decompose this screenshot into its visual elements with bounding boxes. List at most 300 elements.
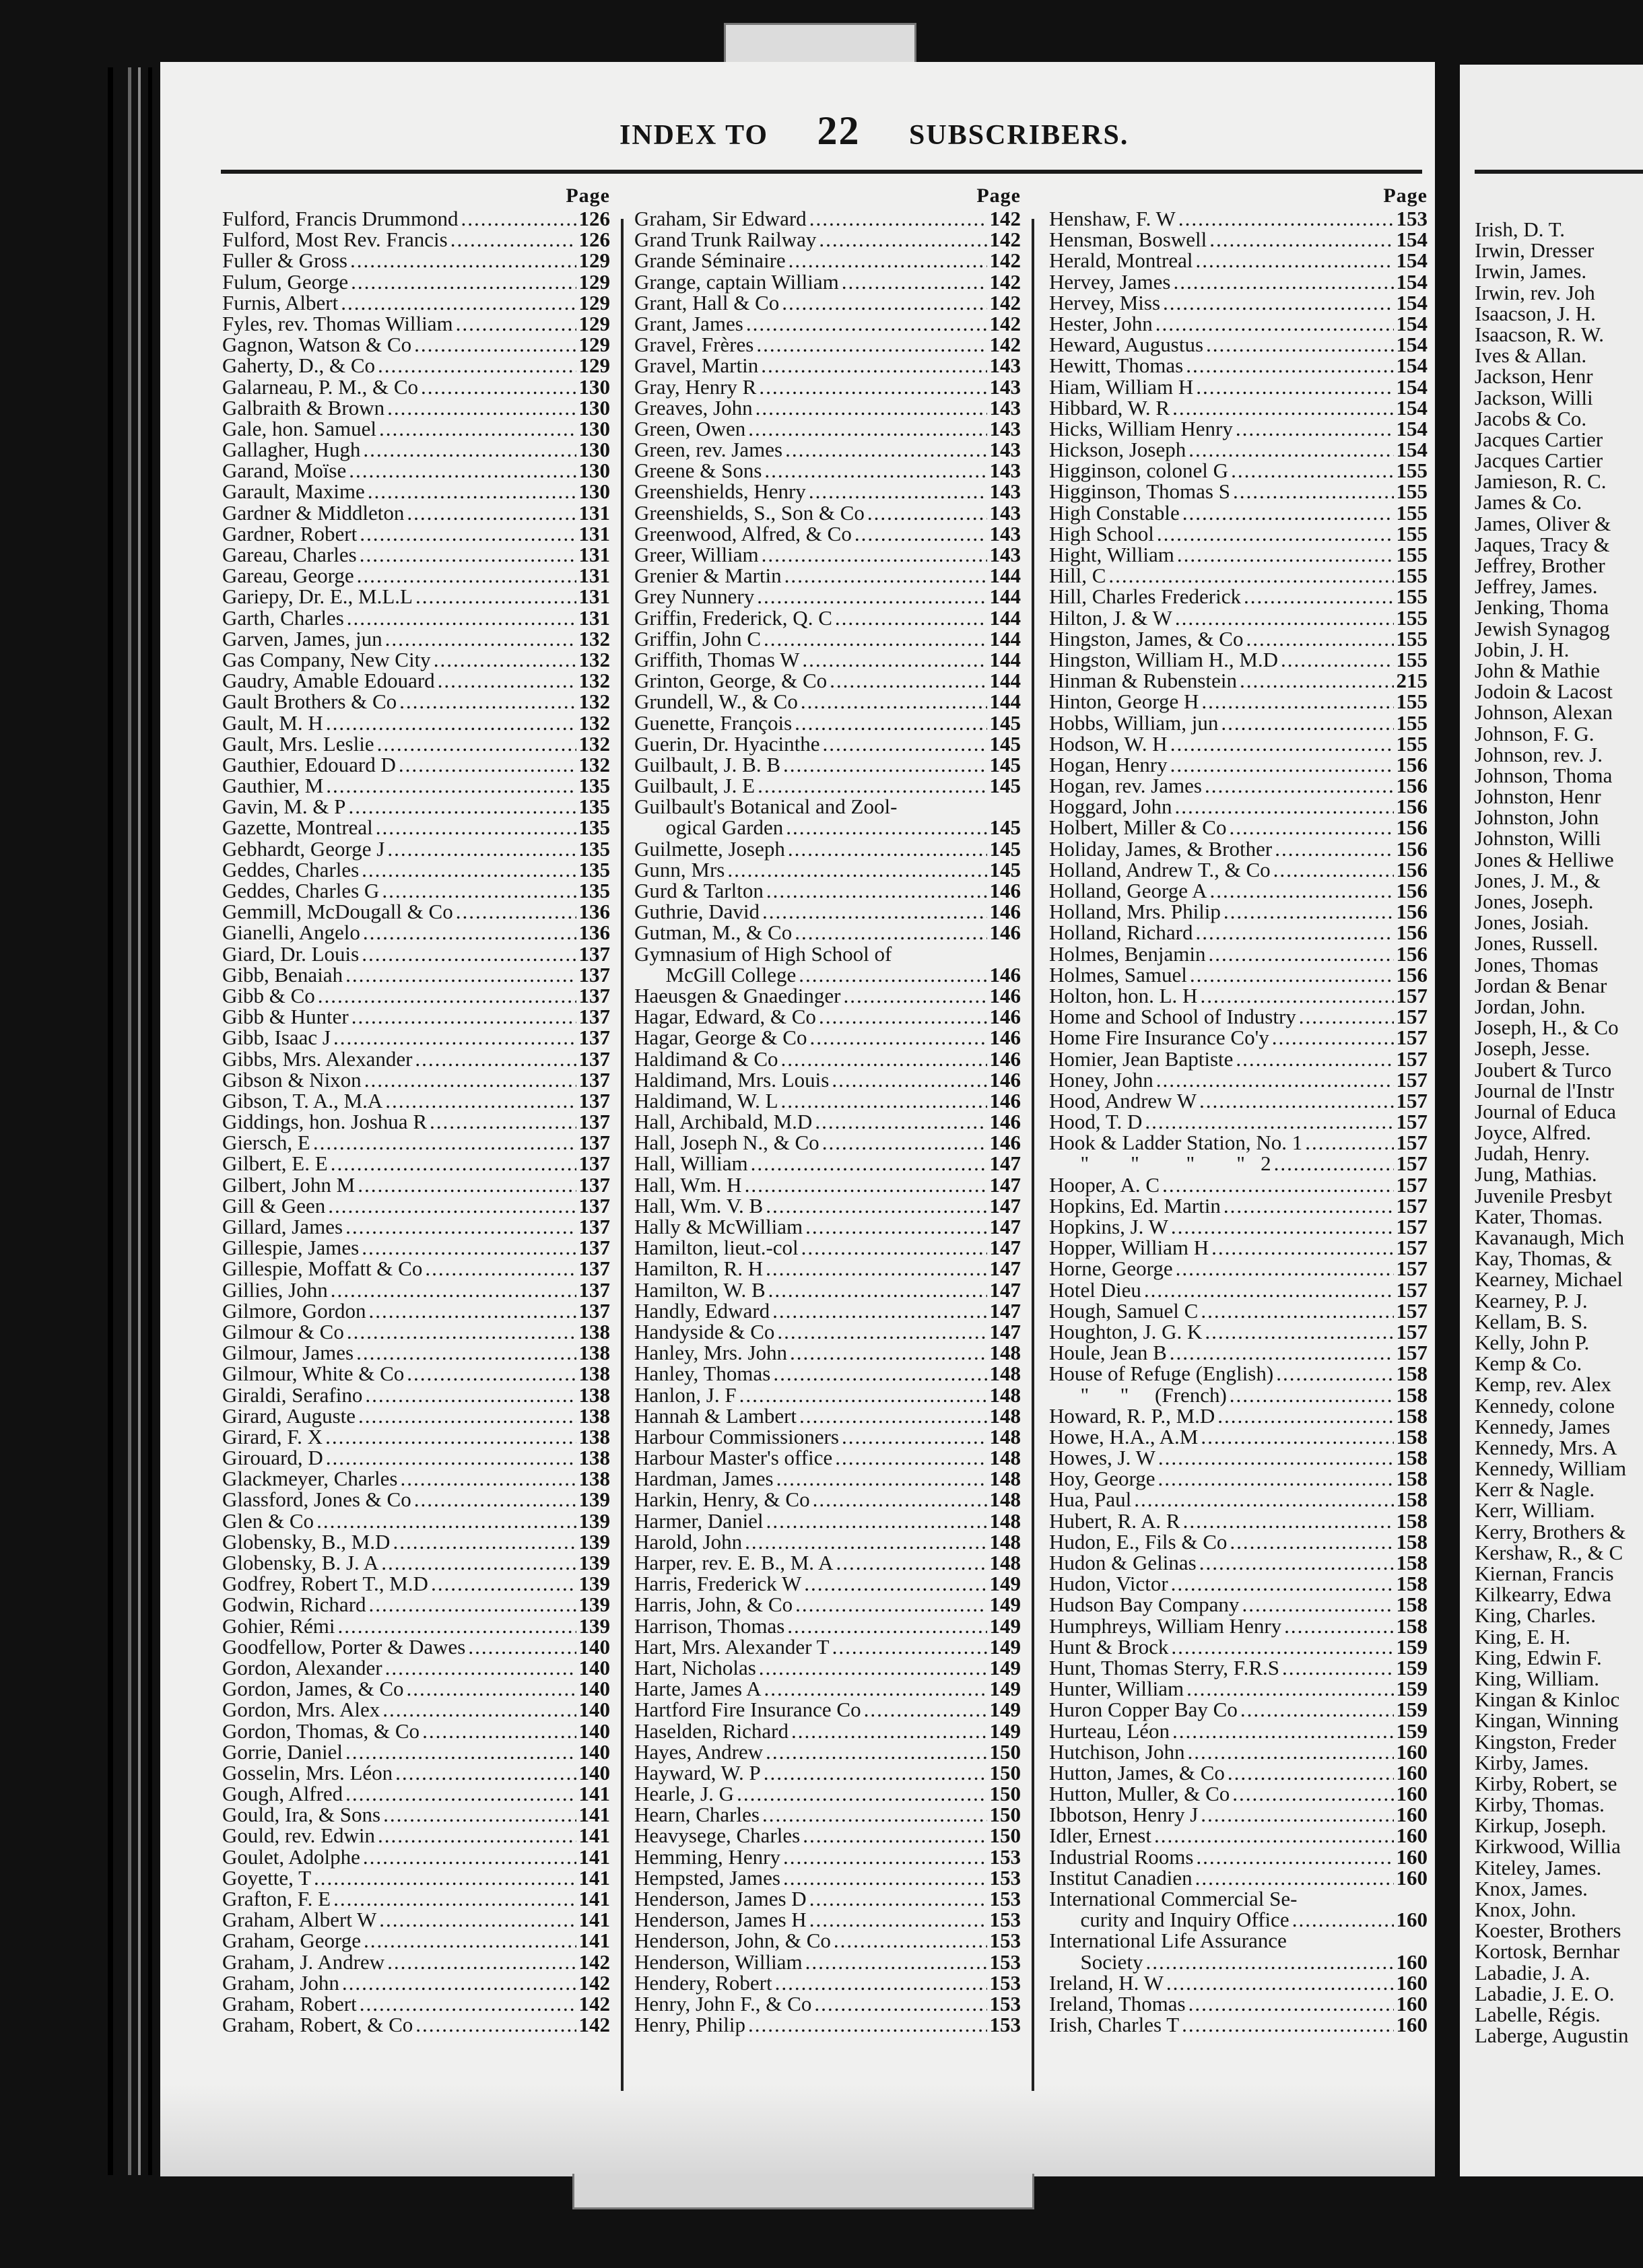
leader-dots: [328, 1195, 576, 1216]
entry-name: Holbert, Miller & Co: [1049, 815, 1227, 840]
entry-page-number: 153: [989, 1949, 1021, 1974]
leader-dots: [331, 1279, 576, 1300]
entry-page-number: 140: [578, 1655, 610, 1679]
entry-page-number: 148: [989, 1551, 1021, 1574]
entry-page-number: 142: [578, 1949, 610, 1974]
entry-page-number: 148: [989, 1403, 1021, 1428]
leader-dots: [363, 1846, 576, 1867]
leader-dots: [1199, 1090, 1394, 1111]
entry-name: Greenwood, Alfred, & Co: [634, 521, 852, 545]
entry-page-number: 132: [578, 731, 610, 756]
entry-name: Home and School of Industry: [1049, 1005, 1296, 1029]
entry-name: Glackmeyer, Charles: [222, 1467, 398, 1491]
leader-dots: [1217, 1405, 1393, 1426]
index-column-2: [634, 185, 1021, 2035]
adjacent-entry: Irwin, Dresser: [1475, 238, 1595, 263]
entry-name: Gemmill, McDougall & Co: [222, 900, 453, 924]
leader-dots: [786, 817, 986, 838]
leader-dots: [762, 544, 987, 565]
index-entry: [634, 943, 1021, 964]
entry-name: Hempsted, James: [634, 1865, 780, 1890]
index-entry: [634, 859, 1021, 880]
adjacent-entry: Labadie, J. E. O.: [1475, 1981, 1615, 2005]
leader-dots: [399, 691, 576, 712]
entry-name: Graham, Robert: [222, 1991, 357, 2015]
index-entry: [222, 817, 610, 838]
index-entry: [222, 1027, 610, 1048]
leader-dots: [756, 397, 987, 418]
index-entry: [1049, 1048, 1428, 1069]
entry-name: Harte, James A: [634, 1677, 762, 1701]
entry-name: Greer, William: [634, 543, 759, 566]
entry-name: Gardner, Robert: [222, 521, 358, 545]
adjacent-entry: Kemp, rev. Alex: [1475, 1372, 1611, 1397]
index-entry: [222, 1909, 610, 1930]
leader-dots: [368, 481, 576, 502]
entry-page-number: 155: [1396, 585, 1428, 609]
entry-page-number: 137: [578, 1172, 610, 1197]
entry-page-number: 156: [1396, 774, 1428, 798]
entry-page-number: 154: [1396, 438, 1428, 462]
entry-name: Griffin, John C: [634, 626, 762, 651]
adjacent-entry: Knox, James.: [1475, 1876, 1588, 1900]
index-entry: [1049, 1699, 1428, 1720]
entry-page-number: 159: [1396, 1677, 1428, 1701]
entry-name: Handly, Edward: [634, 1298, 770, 1323]
leader-dots: [759, 376, 986, 397]
entry-name: Hua, Paul: [1049, 1488, 1132, 1512]
entry-name: Gravel, Frères: [634, 333, 754, 357]
leader-dots: [781, 1090, 987, 1111]
leader-dots: [363, 439, 576, 460]
leader-dots: [1183, 1510, 1394, 1531]
entry-page-number: 155: [1396, 564, 1428, 588]
entry-name: Hewitt, Thomas: [1049, 354, 1184, 378]
leader-dots: [773, 1363, 986, 1384]
entry-name: Grant, Hall & Co: [634, 290, 780, 314]
entry-page-number: 156: [1396, 795, 1428, 819]
entry-name: Haeusgen & Gnaedinger: [634, 983, 841, 1007]
entry-name: Gault, Mrs. Leslie: [222, 731, 374, 756]
entry-name: Howe, H.A., A.M: [1049, 1424, 1199, 1448]
leader-dots: [338, 1615, 576, 1636]
leader-dots: [347, 1321, 576, 1342]
entry-page-number: 146: [989, 921, 1021, 945]
entry-page-number: 141: [578, 1929, 610, 1953]
index-entry: [222, 1636, 610, 1657]
index-entry: [1049, 733, 1428, 754]
index-entry: [222, 1846, 610, 1867]
index-entry: [634, 397, 1021, 418]
entry-page-number: 135: [578, 774, 610, 798]
index-entry: [634, 754, 1021, 775]
entry-page-number: 153: [989, 1970, 1021, 1995]
entry-name: Globensky, B., M.D: [222, 1529, 391, 1554]
leader-dots: [1240, 1699, 1394, 1720]
index-entry: [634, 1867, 1021, 1888]
entry-page-number: 130: [578, 479, 610, 504]
entry-name: Grant, James: [634, 311, 743, 335]
leader-dots: [809, 1888, 987, 1909]
entry-name: Greaves, John: [634, 395, 753, 420]
entry-name: Gilmour, James: [222, 1341, 354, 1365]
entry-page-number: 136: [578, 900, 610, 924]
entry-name: ogical Garden: [634, 815, 784, 840]
index-entry: [222, 649, 610, 670]
index-entry: [1049, 1195, 1428, 1216]
entry-name: Gibb & Hunter: [222, 1005, 349, 1029]
entry-name: Hartford Fire Insurance Co: [634, 1698, 861, 1722]
leader-dots: [1176, 1258, 1394, 1279]
leader-dots: [1186, 355, 1393, 376]
index-entry: [634, 1721, 1021, 1741]
adjacent-entry: Labelle, Régis.: [1475, 2002, 1601, 2026]
leader-dots: [1175, 796, 1394, 817]
entry-name: Hensman, Boswell: [1049, 228, 1207, 252]
entry-name: Hood, Andrew W: [1049, 1088, 1197, 1112]
leader-dots: [809, 1909, 987, 1930]
entry-name: Gas Company, New City: [222, 647, 431, 671]
index-entry: [1049, 775, 1428, 796]
entry-page-number: 143: [989, 374, 1021, 399]
leader-dots: [385, 628, 576, 649]
adjacent-entry: Isaacson, R. W.: [1475, 322, 1605, 346]
entry-page-number: 157: [1396, 1088, 1428, 1112]
entry-page-number: 147: [989, 1152, 1021, 1176]
entry-name: Hooper, A. C: [1049, 1172, 1160, 1197]
index-entry: [1049, 1489, 1428, 1510]
entry-page-number: 138: [578, 1403, 610, 1428]
entry-name: Glen & Co: [222, 1508, 314, 1533]
entry-name: Homier, Jean Baptiste: [1049, 1046, 1234, 1071]
leader-dots: [399, 754, 576, 775]
entry-name: Gravel, Martin: [634, 354, 759, 378]
entry-page-number: 129: [578, 354, 610, 378]
leader-dots: [748, 2014, 986, 2035]
entry-name: Henderson, William: [634, 1949, 803, 1974]
entry-page-number: 149: [989, 1634, 1021, 1659]
entry-page-number: 158: [1396, 1446, 1428, 1470]
leader-dots: [801, 1237, 987, 1258]
adjacent-entry: Jones, J. M., &: [1475, 868, 1601, 892]
index-entry: [1049, 208, 1428, 229]
leader-dots: [762, 901, 987, 922]
index-entry: [1049, 544, 1428, 565]
leader-dots: [757, 586, 986, 607]
index-entry: [634, 334, 1021, 355]
index-entry: [634, 1762, 1021, 1783]
entry-page-number: 132: [578, 669, 610, 693]
entry-name: Hicks, William Henry: [1049, 416, 1233, 440]
entry-name: Globensky, B. J. A: [222, 1551, 379, 1574]
adjacent-entry: King, William.: [1475, 1666, 1600, 1690]
index-entry: [1049, 523, 1428, 544]
entry-page-number: 155: [1396, 626, 1428, 651]
leader-dots: [764, 628, 986, 649]
entry-name: Hart, Nicholas: [634, 1655, 756, 1679]
leader-dots: [415, 2014, 576, 2035]
entry-name: Howes, J. W: [1049, 1446, 1155, 1470]
entry-page-number: 138: [578, 1341, 610, 1365]
index-entry: [634, 1153, 1021, 1174]
entry-name: Gebhardt, George J: [222, 836, 385, 861]
entry-page-number: 158: [1396, 1467, 1428, 1491]
bottom-paper-tab: [572, 2174, 1034, 2209]
leader-dots: [768, 1279, 987, 1300]
leader-dots: [832, 1069, 986, 1090]
index-entry: [634, 1573, 1021, 1594]
leader-dots: [362, 859, 576, 880]
index-entry: [1049, 1300, 1428, 1321]
entry-page-number: 137: [578, 1257, 610, 1281]
entry-page-number: 158: [1396, 1382, 1428, 1407]
entry-name: Haselden, Richard: [634, 1719, 789, 1743]
leader-dots: [1211, 1237, 1393, 1258]
adjacent-entry: Joseph, H., & Co: [1475, 1015, 1619, 1040]
leader-dots: [1173, 271, 1393, 292]
leader-dots: [345, 964, 576, 985]
entry-page-number: 154: [1396, 248, 1428, 273]
index-entry: [1049, 649, 1428, 670]
entry-page-number: 158: [1396, 1403, 1428, 1428]
leader-dots: [795, 922, 986, 943]
leader-dots: [764, 460, 986, 481]
entry-page-number: 157: [1396, 1110, 1428, 1134]
entry-page-number: 137: [578, 1152, 610, 1176]
entry-page-number: 157: [1396, 1067, 1428, 1092]
entry-name: Haldimand, W. L: [634, 1088, 778, 1112]
entry-page-number: 146: [989, 983, 1021, 1007]
leader-dots: [1223, 1195, 1394, 1216]
index-entry: [222, 1006, 610, 1027]
leader-dots: [358, 1405, 576, 1426]
leader-dots: [1170, 733, 1394, 754]
entry-page-number: 160: [1396, 1824, 1428, 1848]
entry-page-number: 138: [578, 1382, 610, 1407]
leader-dots: [1182, 2014, 1393, 2035]
leader-dots: [341, 292, 576, 313]
index-entry: [1049, 1762, 1428, 1783]
entry-page-number: 148: [989, 1362, 1021, 1386]
leader-dots: [1242, 1594, 1393, 1615]
leader-dots: [356, 1342, 576, 1363]
adjacent-entry: Kelly, John P.: [1475, 1330, 1590, 1354]
index-entry: [1049, 1382, 1428, 1407]
entry-page-number: 137: [578, 1277, 610, 1302]
index-entry: [634, 1279, 1021, 1300]
entry-name: Furnis, Albert: [222, 290, 339, 314]
leader-dots: [842, 1426, 987, 1447]
leader-dots: [1228, 1762, 1394, 1783]
index-entry: [634, 1846, 1021, 1867]
entry-name: Gohier, Rémi: [222, 1613, 335, 1638]
index-entry: [1049, 1741, 1428, 1762]
index-entry: [1049, 1111, 1428, 1132]
index-entry: [634, 1195, 1021, 1216]
entry-name: Giersch, E: [222, 1131, 310, 1155]
entry-page-number: 137: [578, 1026, 610, 1050]
entry-page-number: 130: [578, 416, 610, 440]
entry-page-number: 158: [1396, 1488, 1428, 1512]
entry-name: Garven, James, jun: [222, 626, 382, 651]
index-entry: [1049, 313, 1428, 334]
entry-page-number: 149: [989, 1677, 1021, 1701]
entry-page-number: 145: [989, 710, 1021, 735]
entry-name: Hutton, Muller, & Co: [1049, 1782, 1230, 1806]
adjacent-entry: Kiteley, James.: [1475, 1855, 1602, 1879]
index-entry: [222, 1111, 610, 1132]
index-entry: [1049, 355, 1428, 376]
leader-dots: [360, 544, 576, 565]
index-entry: [222, 1699, 610, 1720]
index-entry: [222, 733, 610, 754]
leader-dots: [1154, 1825, 1394, 1846]
index-entry: [222, 1804, 610, 1825]
index-entry: [1049, 1468, 1428, 1489]
index-entry: [1049, 460, 1428, 481]
leader-dots: [387, 838, 576, 859]
index-entry: [634, 460, 1021, 481]
index-entry: [1049, 1930, 1428, 1951]
leader-dots: [1196, 376, 1393, 397]
leader-dots: [1208, 943, 1393, 964]
index-entry: [222, 775, 610, 796]
entry-page-number: 129: [578, 333, 610, 357]
leader-dots: [843, 985, 986, 1006]
entry-page-number: 138: [578, 1467, 610, 1491]
entry-name: Gurd & Tarlton: [634, 879, 764, 902]
index-entry: [222, 1195, 610, 1216]
index-entry: [222, 481, 610, 502]
entry-name: Graham, George: [222, 1929, 362, 1953]
leader-dots: [378, 355, 576, 376]
entry-name: Fulum, George: [222, 269, 349, 294]
leader-dots: [766, 1510, 987, 1531]
leader-dots: [1209, 880, 1393, 901]
entry-page-number: 154: [1396, 374, 1428, 399]
entry-page-number: 138: [578, 1424, 610, 1448]
entry-page-number: 158: [1396, 1362, 1428, 1386]
entry-page-number: 132: [578, 647, 610, 671]
entry-name: Higginson, colonel G: [1049, 459, 1229, 483]
entry-page-number: 153: [989, 1887, 1021, 1910]
index-entry: [634, 1825, 1021, 1846]
entry-name: Henderson, John, & Co: [634, 1929, 831, 1953]
entry-page-number: 159: [1396, 1698, 1428, 1722]
leader-dots: [1273, 859, 1394, 880]
entry-name: Hall, Archibald, M.D: [634, 1110, 813, 1134]
entry-name: Hodson, W. H: [1049, 731, 1168, 756]
index-entry: [634, 1552, 1021, 1573]
adjacent-entry: Kellam, B. S.: [1475, 1309, 1588, 1333]
entry-page-number: 136: [578, 921, 610, 945]
index-entry: [222, 1426, 610, 1447]
index-entry: [634, 775, 1021, 796]
leader-dots: [776, 1468, 987, 1489]
entry-name: Harkin, Henry, & Co: [634, 1488, 810, 1512]
entry-page-number: 148: [989, 1529, 1021, 1554]
entry-page-number: 144: [989, 690, 1021, 714]
entry-name: Hill, C: [1049, 564, 1106, 588]
entry-page-number: 139: [578, 1529, 610, 1554]
index-entry: [222, 586, 610, 607]
entry-name: Harris, John, & Co: [634, 1593, 793, 1617]
entry-page-number: 139: [578, 1551, 610, 1574]
index-entry: [634, 1300, 1021, 1321]
entry-page-number: 157: [1396, 1257, 1428, 1281]
entry-name: Griffith, Thomas W: [634, 647, 800, 671]
entry-page-number: 153: [989, 1844, 1021, 1869]
leader-dots: [1199, 1552, 1394, 1573]
leader-dots: [450, 229, 576, 250]
leader-dots: [1236, 418, 1394, 439]
entry-name: Gorrie, Daniel: [222, 1739, 343, 1764]
entry-name: Hogan, Henry: [1049, 752, 1168, 776]
leader-dots: [746, 313, 987, 334]
entry-name: Graham, Albert W: [222, 1908, 377, 1932]
index-entry: [634, 1699, 1021, 1720]
entry-page-number: 143: [989, 479, 1021, 504]
entry-page-number: 145: [989, 774, 1021, 798]
binding-rule: [148, 67, 152, 2175]
leader-dots: [422, 1721, 576, 1741]
index-entry: [1049, 502, 1428, 523]
entry-name: Hall, Wm. V. B: [634, 1193, 764, 1218]
leader-dots: [804, 1573, 986, 1594]
leader-dots: [400, 1468, 576, 1489]
entry-name: Gibson & Nixon: [222, 1067, 362, 1092]
entry-page-number: 132: [578, 626, 610, 651]
leader-dots: [364, 1069, 576, 1090]
entry-name: Houle, Jean B: [1049, 1341, 1167, 1365]
entry-name: Haldimand, Mrs. Louis: [634, 1067, 830, 1092]
entry-name: Irish, Charles T: [1049, 2013, 1180, 2037]
page-column-header: Page: [566, 185, 610, 207]
entry-name: Hough, Samuel C: [1049, 1298, 1199, 1323]
entry-name: Hearn, Charles: [634, 1803, 760, 1827]
entry-page-number: 215: [1396, 669, 1428, 693]
leader-dots: [387, 1952, 576, 1972]
adjacent-entry: Kirby, Thomas.: [1475, 1793, 1605, 1817]
leader-dots: [377, 733, 576, 754]
index-entry: [222, 1048, 610, 1069]
entry-name: Gallagher, Hugh: [222, 438, 361, 462]
leader-dots: [819, 229, 986, 250]
entry-name: Hamilton, R. H: [634, 1257, 764, 1281]
entry-page-number: 140: [578, 1634, 610, 1659]
entry-page-number: 160: [1396, 2013, 1428, 2037]
index-entry: [634, 1678, 1021, 1699]
entry-page-number: 145: [989, 857, 1021, 881]
entry-name: Hagar, George & Co: [634, 1026, 807, 1050]
adjacent-entry: Jeffrey, James.: [1475, 574, 1598, 599]
index-entry: [634, 1111, 1021, 1132]
index-entry: [1049, 817, 1428, 838]
entry-name: Gosselin, Mrs. Léon: [222, 1760, 393, 1785]
leader-dots: [351, 271, 576, 292]
entry-page-number: 131: [578, 585, 610, 609]
entry-page-number: 143: [989, 438, 1021, 462]
entry-page-number: 157: [1396, 1131, 1428, 1155]
entry-name: Heavysege, Charles: [634, 1824, 801, 1848]
leader-dots: [1166, 1972, 1394, 1993]
leader-dots: [751, 1153, 987, 1174]
entry-name: Hoggard, John: [1049, 795, 1172, 819]
entry-name: Hart, Mrs. Alexander T: [634, 1634, 830, 1659]
index-entry: [634, 502, 1021, 523]
entry-page-number: 142: [578, 1991, 610, 2015]
leader-dots: [342, 1972, 576, 1993]
